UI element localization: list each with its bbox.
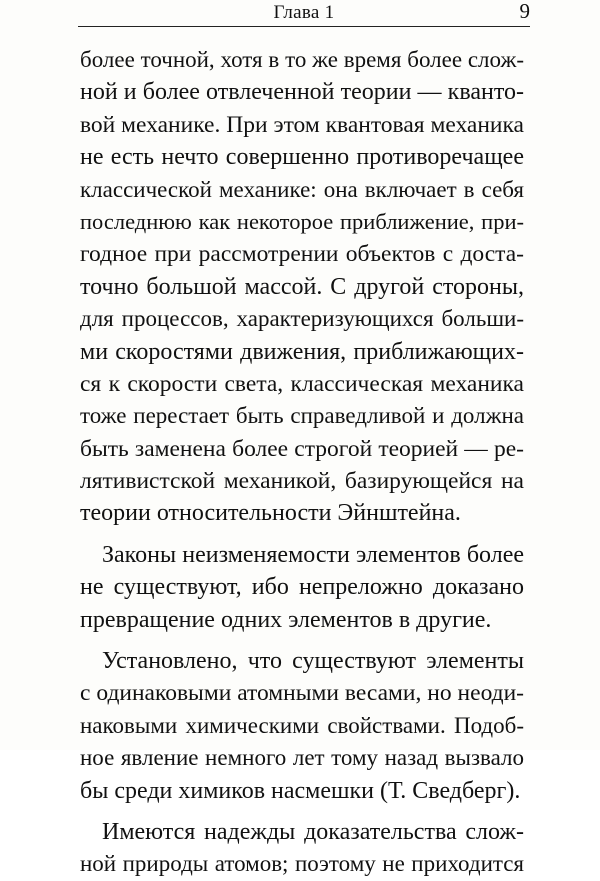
running-header <box>78 0 530 30</box>
text-line: не есть нечто совершенно противоречащее <box>80 144 524 171</box>
body-text <box>80 44 524 881</box>
text-line: ми скоростями движения, приближающих- <box>80 338 524 365</box>
text-line: лятивистской механикой, базирующейся на <box>80 468 524 495</box>
text-line: ной и более отвлеченной теории — кванто- <box>80 79 524 106</box>
chapter-title: Глава 1 <box>273 2 335 23</box>
text-line: ся к скорости света, классическая механика <box>80 370 524 397</box>
text-line: вой механике. При этом квантовая механика <box>80 111 524 138</box>
text-line: классической механике: она включает в себя <box>80 176 524 202</box>
text-line: более точной, хотя в то же время более слож- <box>80 47 524 72</box>
text-line: наковыми химическими свойствами. Подоб- <box>80 712 524 738</box>
text-line: для процессов, характеризующихся больши- <box>80 306 524 332</box>
text-line: последнюю как некоторое приближение, при- <box>80 208 524 234</box>
page-number: 9 <box>519 0 530 23</box>
text-line: превращение одних элементов в другие. <box>80 606 492 633</box>
text-line: ное явление немного лет тому назад вызвало <box>80 745 524 771</box>
text-line: точно большой массой. С другой стороны, <box>80 273 524 300</box>
paragraph-gap <box>80 807 524 816</box>
text-line: Установлено, что существуют элементы <box>102 648 524 675</box>
text-line: ной природы атомов; поэтому не приходится <box>80 851 524 877</box>
text-line: не существуют, ибо непреложно доказано <box>80 574 524 601</box>
text-line: с одинаковыми атомными весами, но неоди- <box>80 680 524 707</box>
text-line: Законы неизменяемости элементов более <box>102 541 524 568</box>
text-line: Имеются надежды доказательства слож- <box>102 818 524 845</box>
text-line: бы среди химиков насмешки (Т. Сведберг). <box>80 777 521 804</box>
header-rule <box>78 26 530 27</box>
paragraph-gap <box>80 636 524 645</box>
text-line: годное при рассмотрении объектов с доста- <box>80 241 524 268</box>
text-line: тоже перестает быть справедливой и должна <box>80 403 524 429</box>
paragraph-gap <box>80 530 524 539</box>
text-line: быть заменена более строгой теорией — ре- <box>80 435 524 462</box>
text-line: теории относительности Эйнштейна. <box>80 500 461 527</box>
